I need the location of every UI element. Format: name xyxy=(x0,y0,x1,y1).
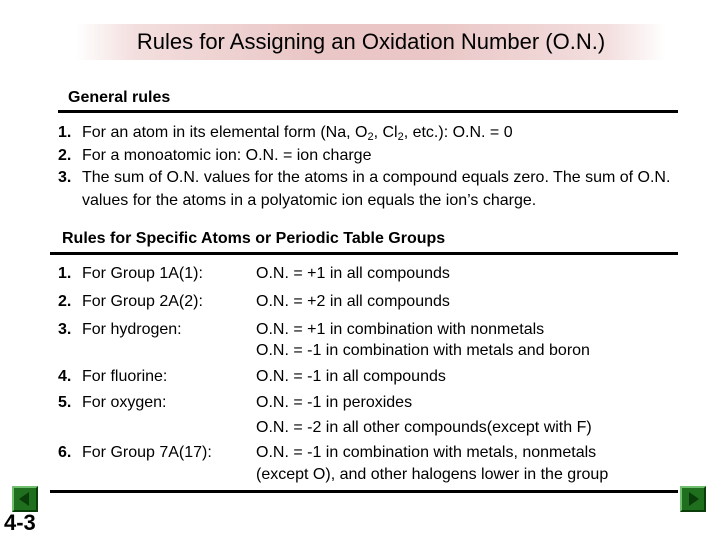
specific-rule-6 xyxy=(58,444,212,462)
general-rules-list xyxy=(58,122,698,212)
rule-number: 5. xyxy=(58,394,72,411)
rule-text: For a monoatomic ion: O.N. = ion charge xyxy=(82,146,372,164)
rule-text: , etc.): O.N. = 0 xyxy=(403,124,513,141)
specific-rule-2 xyxy=(58,293,203,311)
slide-number: 4-3 xyxy=(4,510,36,535)
next-slide-button[interactable] xyxy=(680,486,706,512)
triangle-left-icon xyxy=(14,488,36,510)
rule-number: 1. xyxy=(58,124,72,141)
previous-slide-button[interactable] xyxy=(12,486,38,512)
rule-label: For oxygen: xyxy=(82,394,167,411)
specific-rule-5 xyxy=(58,394,166,412)
rule-result: O.N. = +1 in combination with nonmetals xyxy=(256,321,545,338)
rule-number: 3. xyxy=(58,321,72,338)
rule-result: (except O), and other halogens lower in the group xyxy=(256,466,609,483)
rule-text: For an atom in its elemental form (Na, O xyxy=(82,124,368,141)
rule-result: O.N. = -1 in all compounds xyxy=(256,368,446,385)
rule-number: 6. xyxy=(58,444,72,461)
general-rules-heading: General rules xyxy=(68,89,171,106)
general-rules-divider xyxy=(58,110,678,113)
subscript: 2 xyxy=(367,131,374,143)
rule-number: 4. xyxy=(58,368,72,385)
rule-number: 3. xyxy=(58,169,72,186)
specific-rule-3 xyxy=(58,321,182,339)
specific-rules-divider xyxy=(50,252,678,255)
triangle-right-icon xyxy=(682,488,704,510)
rule-label: For Group 1A(1): xyxy=(82,265,203,282)
rule-number: 1. xyxy=(58,265,72,282)
rule-label: For fluorine: xyxy=(82,368,168,385)
general-rule-1 xyxy=(58,122,698,145)
rule-result: O.N. = +1 in all compounds xyxy=(256,265,450,282)
rule-result: O.N. = -2 in all other compounds(except with F) xyxy=(256,419,592,436)
rule-result: O.N. = -1 in combination with metals and boron xyxy=(256,342,590,359)
slide-title: Rules for Assigning an Oxidation Number (O.N.) xyxy=(136,29,606,54)
specific-rules-heading: Rules for Specific Atoms or Periodic Table Groups xyxy=(62,230,446,247)
bottom-divider xyxy=(50,490,678,493)
rule-result: O.N. = +2 in all compounds xyxy=(256,293,450,310)
general-rule-2 xyxy=(58,145,698,168)
subscript: 2 xyxy=(397,131,404,143)
general-rule-3 xyxy=(58,167,698,212)
rule-label: For hydrogen: xyxy=(82,321,182,338)
rule-number: 2. xyxy=(58,146,72,164)
rule-result: O.N. = -1 in combination with metals, nonmetals xyxy=(256,444,597,461)
rule-number: 2. xyxy=(58,293,72,310)
rule-text: , Cl xyxy=(373,124,398,141)
rule-label: For Group 2A(2): xyxy=(82,293,203,310)
specific-rule-1 xyxy=(58,265,203,283)
rule-result: O.N. = -1 in peroxides xyxy=(256,394,413,411)
specific-rule-4 xyxy=(58,368,167,386)
rule-text: The sum of O.N. values for the atoms in a compound equals zero. The sum of O.N. values for the atoms in a polyatomic ion equals the ion’s charge. xyxy=(82,169,671,209)
rule-label: For Group 7A(17): xyxy=(82,444,212,461)
